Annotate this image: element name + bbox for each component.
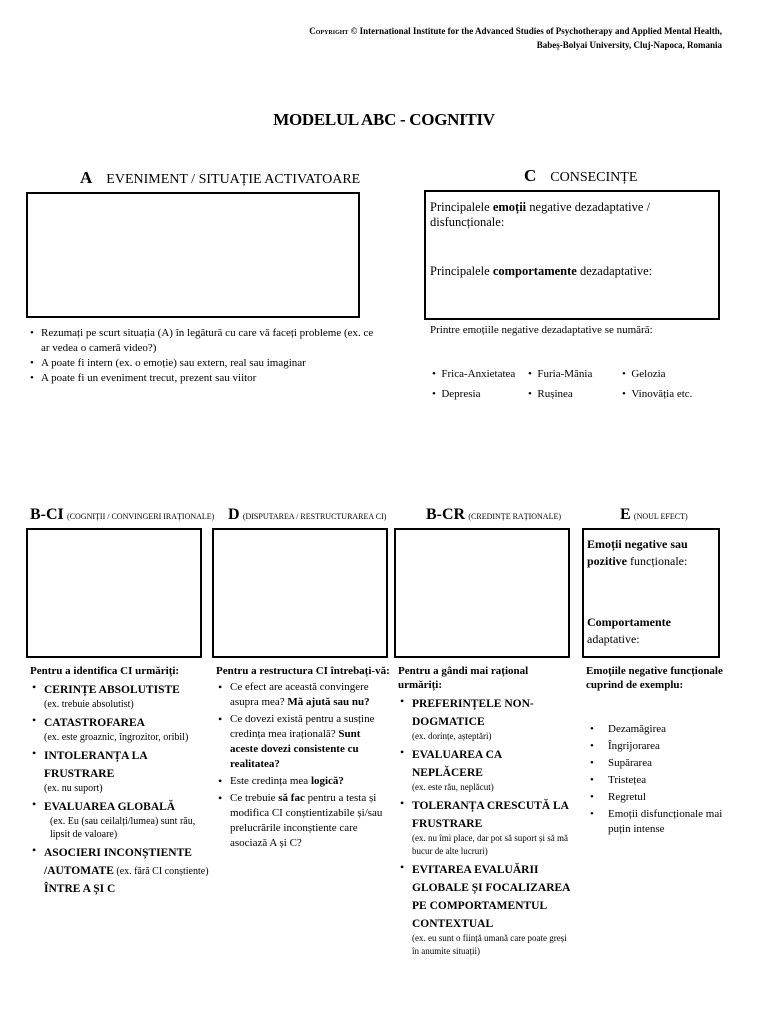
- section-bcr-content: [398, 664, 574, 958]
- list-item: • Este credința mea logică?: [216, 774, 390, 789]
- list-item: • Ce dovezi există pentru a susține credința mea irațională? Sunt aceste dovezi consistente cu realitatea?: [216, 712, 390, 772]
- copyright-line2: Babeș-Bolyai University, Cluj-Napoca, Romania: [536, 40, 722, 50]
- emotion-item: • Depresia: [432, 388, 481, 400]
- list-item: • Ce trebuie să fac pentru a testa și modifica CI conștientizabile și/sau prelucrările inconștiente care asociază A și C?: [216, 791, 390, 851]
- list-item: • CERINȚE ABSOLUTISTE (ex. trebuie absolutist): [30, 680, 212, 711]
- section-e-emotions-label: Emoții negative sau pozitive funcționale:: [587, 537, 688, 568]
- section-c-header: [524, 166, 637, 186]
- section-a-input-box[interactable]: [26, 192, 360, 318]
- section-bcr-header: B-CR (CREDINȚE RAȚIONALE): [426, 506, 562, 523]
- list-item: • EVITAREA EVALUĂRII GLOBALE ȘI FOCALIZAREA PE COMPORTAMENTUL CONTEXTUAL (ex. eu sunt o ființă umană care poate greși în anumite situații): [398, 860, 574, 958]
- section-d-intro: Pentru a restructura CI întrebați-vă:: [216, 665, 390, 677]
- section-a-note: • A poate fi un eveniment trecut, prezent sau viitor: [28, 371, 378, 386]
- section-a-heading: EVENIMENT / SITUAȚIE ACTIVATOARE: [106, 172, 361, 187]
- list-item: • Dezamăgirea: [586, 722, 736, 737]
- section-a-note: • Rezumați pe scurt situația (A) în legătură cu care vă faceți probleme (ex. ce ar vedea o cameră video?): [28, 326, 378, 356]
- emotion-item: • Frica-Anxietatea: [432, 368, 516, 380]
- section-a-header: [80, 168, 360, 188]
- section-bcr-intro: Pentru a gândi mai rațional urmăriți:: [398, 665, 529, 691]
- list-item: • INTOLERANȚA LA FRUSTRARE (ex. nu suport): [30, 746, 212, 795]
- list-item: • Îngrijorarea: [586, 739, 736, 754]
- section-bci-content: [30, 664, 212, 897]
- section-bcr-input-box[interactable]: [394, 528, 570, 658]
- section-bci-intro: Pentru a identifica CI urmăriți:: [30, 665, 180, 677]
- section-c-letter: C: [524, 166, 537, 185]
- list-item: • PREFERINȚELE NON-DOGMATICE (ex. dorințe, așteptări): [398, 694, 574, 743]
- section-d-header: D (DISPUTAREA / RESTRUCTURAREA CI): [228, 506, 387, 523]
- page-title: MODELUL ABC - COGNITIV: [273, 110, 495, 129]
- section-bci-header: B-CI (COGNIȚII / CONVINGERI IRAȚIONALE): [30, 506, 215, 523]
- list-item: • ASOCIERI INCONȘTIENTE /AUTOMATE (ex. fără CI conștiente) ÎNTRE A ȘI C: [30, 843, 212, 897]
- section-e-input-box[interactable]: [582, 528, 720, 658]
- copyright-line1: © International Institute for the Advanced Studies of Psychotherapy and Applied Mental Health,: [348, 26, 722, 36]
- section-a-notes: [28, 326, 378, 386]
- section-e-content: [586, 664, 736, 839]
- section-e-behaviors-label: Comportamente adaptative:: [587, 615, 671, 646]
- section-c-emotions-label: Principalele emoții negative dezadaptative / disfuncționale:: [430, 200, 651, 229]
- section-d-content: [216, 664, 390, 851]
- section-a-note: • A poate fi intern (ex. o emoție) sau extern, real sau imaginar: [28, 356, 378, 371]
- section-c-list-intro: Printre emoțiile negative dezadaptative se numără:: [430, 324, 653, 336]
- list-item: • Regretul: [586, 790, 736, 805]
- list-item: • CATASTROFAREA (ex. este groaznic, îngrozitor, oribil): [30, 713, 212, 744]
- copyright-word: Copyright: [309, 26, 349, 36]
- list-item: • EVALUAREA CA NEPLĂCERE (ex. este rău, neplăcut): [398, 745, 574, 794]
- section-c-input-box[interactable]: [424, 190, 720, 320]
- copyright-notice: [302, 24, 722, 52]
- section-a-letter: A: [80, 168, 93, 187]
- section-e-header: E (NOUL EFECT): [620, 506, 688, 523]
- section-c-heading: CONSECINȚE: [550, 170, 638, 185]
- emotion-item: • Furia-Mânia: [528, 368, 593, 380]
- section-bci-input-box[interactable]: [26, 528, 202, 658]
- section-e-intro: Emoțiile negative funcționale cuprind de exemplu:: [586, 665, 723, 691]
- section-c-emotions-grid: [432, 364, 732, 408]
- list-item: • TOLERANȚA CRESCUTĂ LA FRUSTRARE (ex. nu îmi place, dar pot să suport și să mă bucur de alte lucruri): [398, 796, 574, 858]
- list-item: • EVALUAREA GLOBALĂ (ex. Eu (sau ceilalți/lumea) sunt rău, lipsit de valoare): [30, 797, 212, 841]
- section-c-behaviors-label: Principalele comportamente dezadaptative:: [430, 264, 653, 278]
- list-item: • Emoții disfuncționale mai puțin intense: [586, 807, 736, 837]
- list-item: • Ce efect are această convingere asupra mea? Mă ajută sau nu?: [216, 680, 390, 710]
- list-item: • Supărarea: [586, 756, 736, 771]
- section-d-input-box[interactable]: [212, 528, 388, 658]
- emotion-item: • Rușinea: [528, 388, 573, 400]
- emotion-item: • Gelozia: [622, 368, 666, 380]
- list-item: • Tristețea: [586, 773, 736, 788]
- emotion-item: • Vinovăția etc.: [622, 388, 693, 400]
